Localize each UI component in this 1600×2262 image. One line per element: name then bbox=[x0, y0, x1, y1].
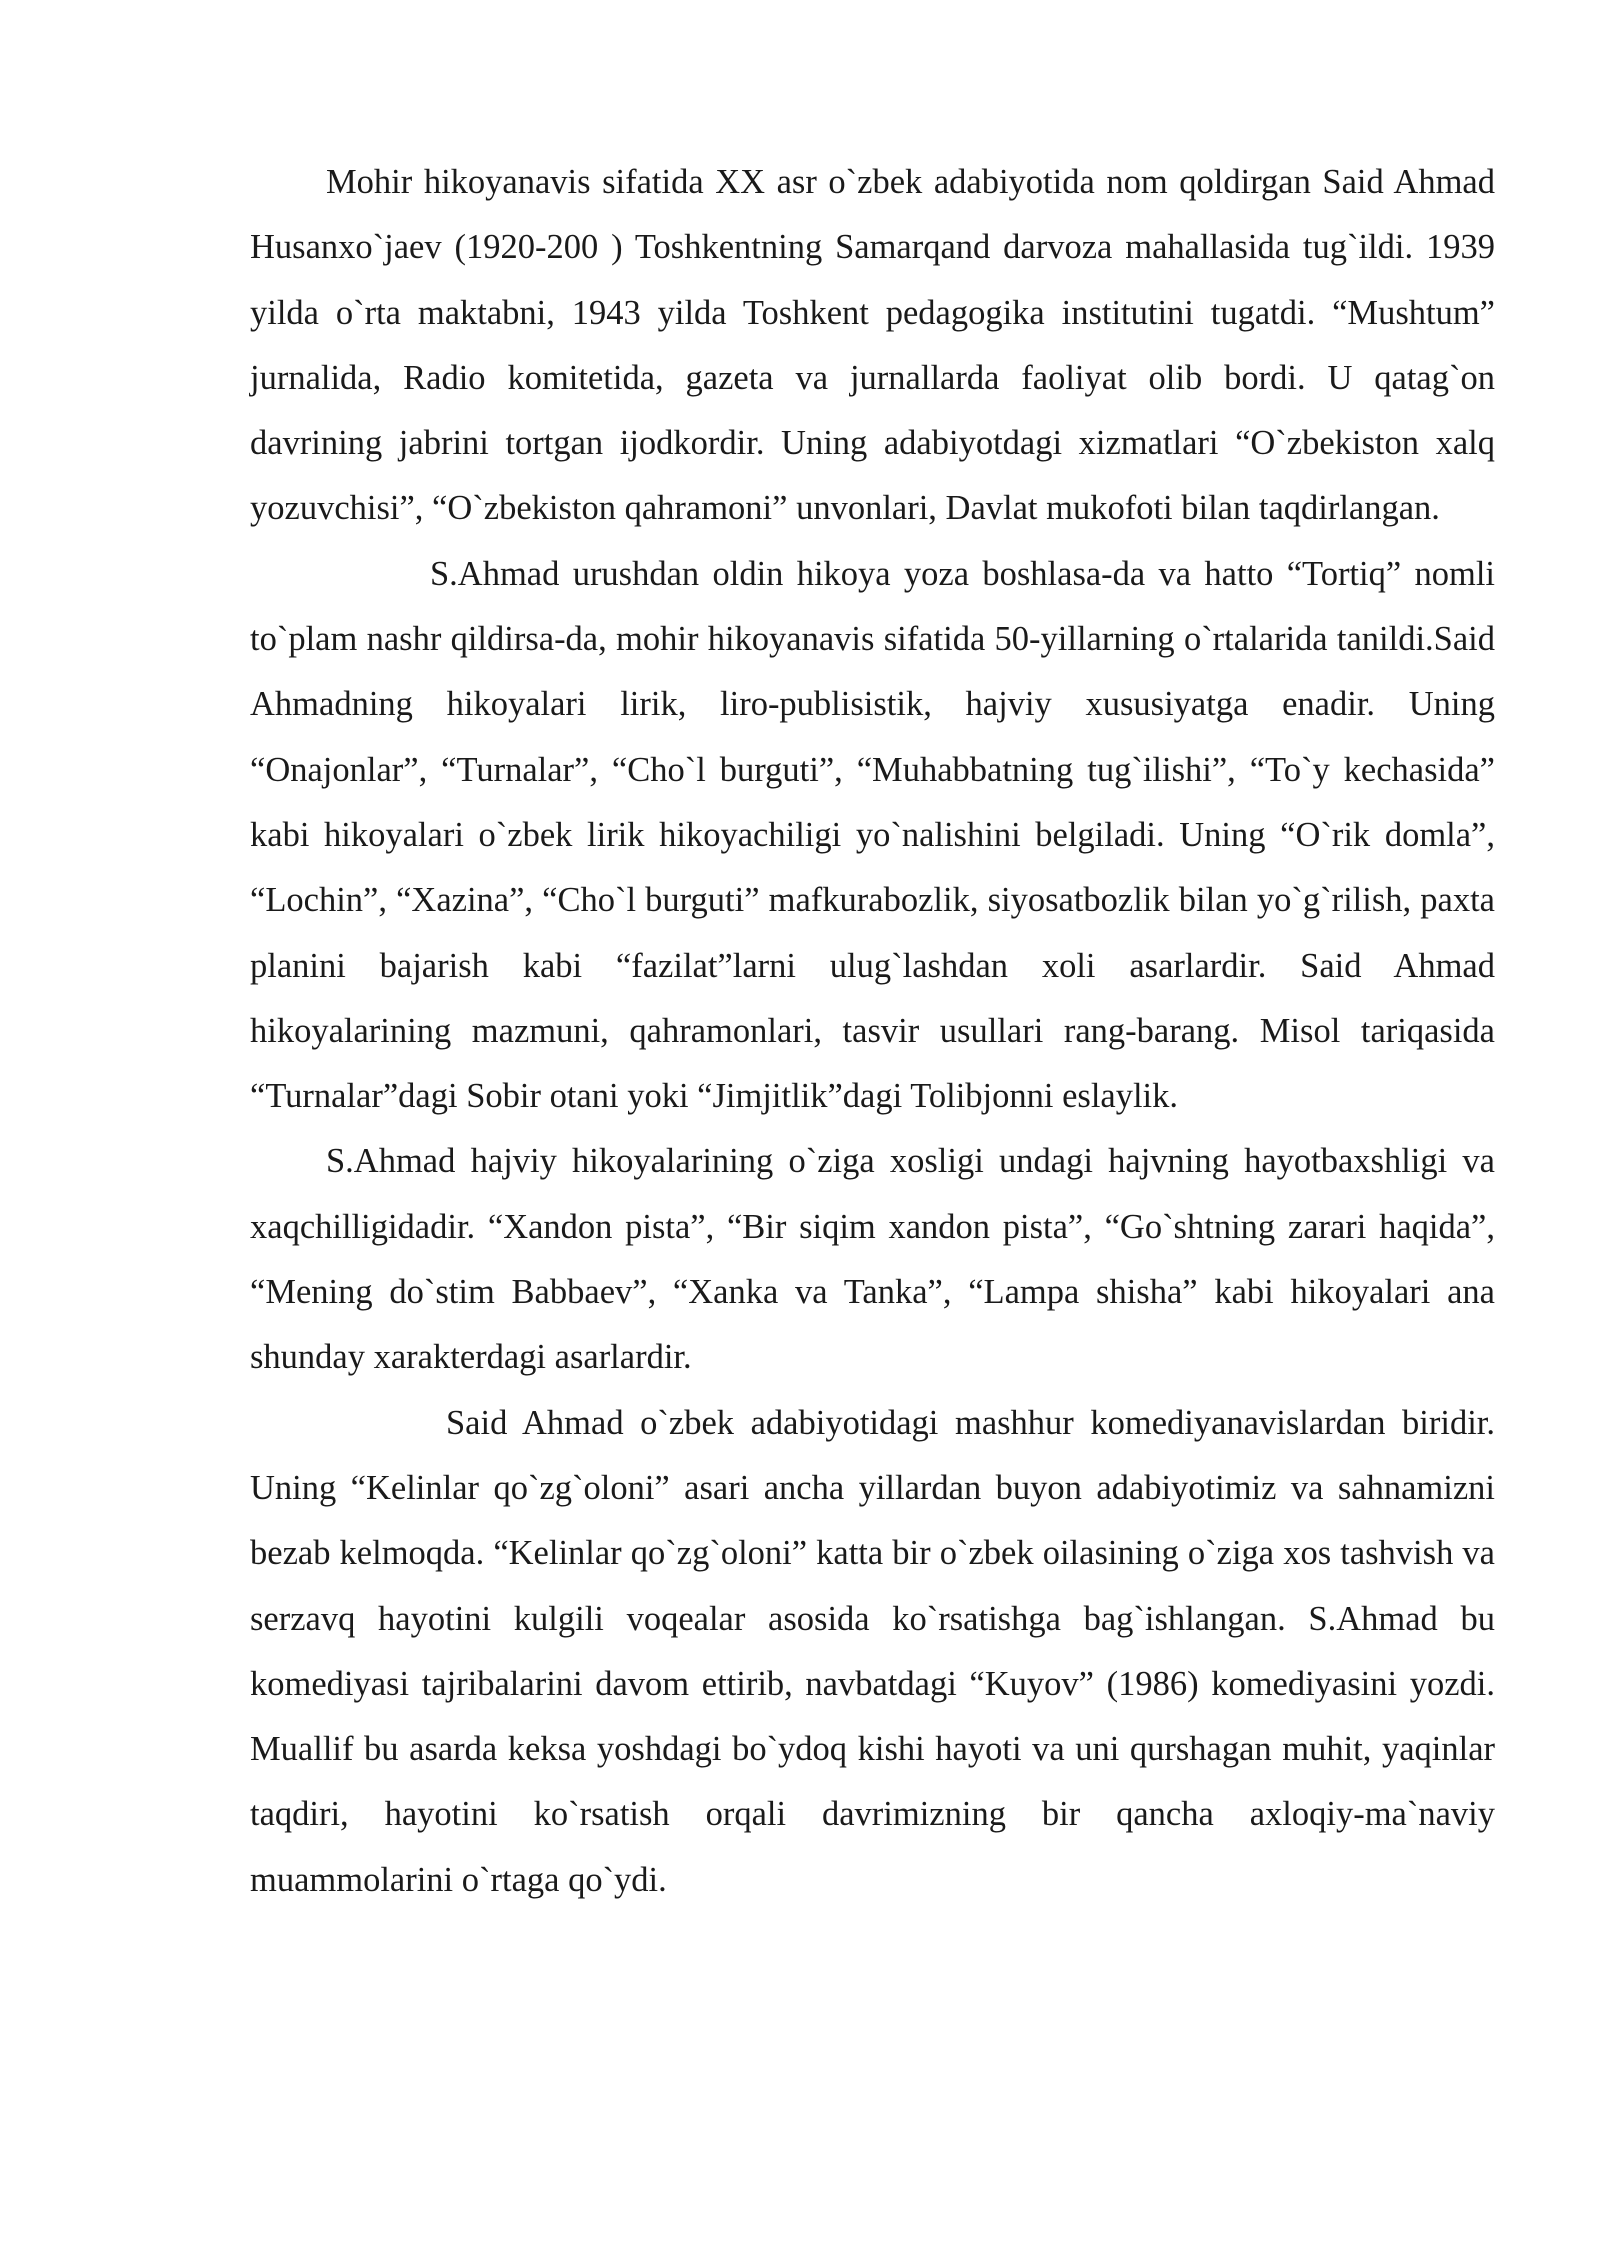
paragraph-4: Said Ahmad o`zbek adabiyotidagi mashhur komediyanavislardan biridir. Uning “Kelinlar qo`zg`oloni” asari ancha yillardan buyon adabiyotimiz va sahnamizni bezab kelmoqda. “Kelinlar qo`zg`oloni” katta bir o`zbek oilasining o`ziga xos tashvish va serzavq hayotini kulgili voqealar asosida ko`rsatishga bag`ishlangan. S.Ahmad bu komediyasi tajribalarini davom ettirib, navbatdagi “Kuyov” (1986) komediyasini yozdi. Muallif bu asarda keksa yoshdagi bo`ydoq kishi hayoti va uni qurshagan muhit, yaqinlar taqdiri, hayotini ko`rsatish orqali davrimizning bir qancha axloqiy-ma`naviy muammolarini o`rtaga qo`ydi. bbox=[250, 1403, 1495, 1899]
paragraph-3: S.Ahmad hajviy hikoyalarining o`ziga xosligi undagi hajvning hayotbaxshligi va xaqchilligidadir. “Xandon pista”, “Bir siqim xandon pista”, “Go`shtning zarari haqida”, “Mening do`stim Babbaev”, “Xanka va Tanka”, “Lampa shisha” kabi hikoyalari ana shunday xarakterdagi asarlardir. bbox=[250, 1142, 1495, 1377]
paragraph-1: Mohir hikoyanavis sifatida XX asr o`zbek adabiyotida nom qoldirgan Said Ahmad Husanxo`jaev (1920-200 ) Toshkentning Samarqand darvoza mahallasida tug`ildi. 1939 yilda o`rta maktabni, 1943 yilda Toshkent pedagogika institutini tugatdi. “Mushtum” jurnalida, Radio komitetida, gazeta va jurnallarda faoliyat olib bordi. U qatag`on davrining jabrini tortgan ijodkordir. Uning adabiyotdagi xizmatlari “O`zbekiston xalq yozuvchisi”, “O`zbekiston qahramoni” unvonlari, Davlat mukofoti bilan taqdirlangan. bbox=[250, 163, 1495, 528]
document-body bbox=[250, 150, 1495, 1913]
paragraph-2: S.Ahmad urushdan oldin hikoya yoza boshlasa-da va hatto “Tortiq” nomli to`plam nashr qildirsa-da, mohir hikoyanavis sifatida 50-yillarning o`rtalarida tanildi.Said Ahmadning hikoyalari lirik, liro-publisistik, hajviy xususiyatga enadir. Uning “Onajonlar”, “Turnalar”, “Cho`l burguti”, “Muhabbatning tug`ilishi”, “To`y kechasida” kabi hikoyalari o`zbek lirik hikoyachiligi yo`nalishini belgiladi. Uning “O`rik domla”, “Lochin”, “Xazina”, “Cho`l burguti” mafkurabozlik, siyosatbozlik bilan yo`g`rilish, paxta planini bajarish kabi “fazilat”larni ulug`lashdan xoli asarlardir. Said Ahmad hikoyalarining mazmuni, qahramonlari, tasvir usullari rang-barang. Misol tariqasida “Turnalar”dagi Sobir otani yoki “Jimjitlik”dagi Tolibjonni eslaylik. bbox=[250, 554, 1495, 1116]
